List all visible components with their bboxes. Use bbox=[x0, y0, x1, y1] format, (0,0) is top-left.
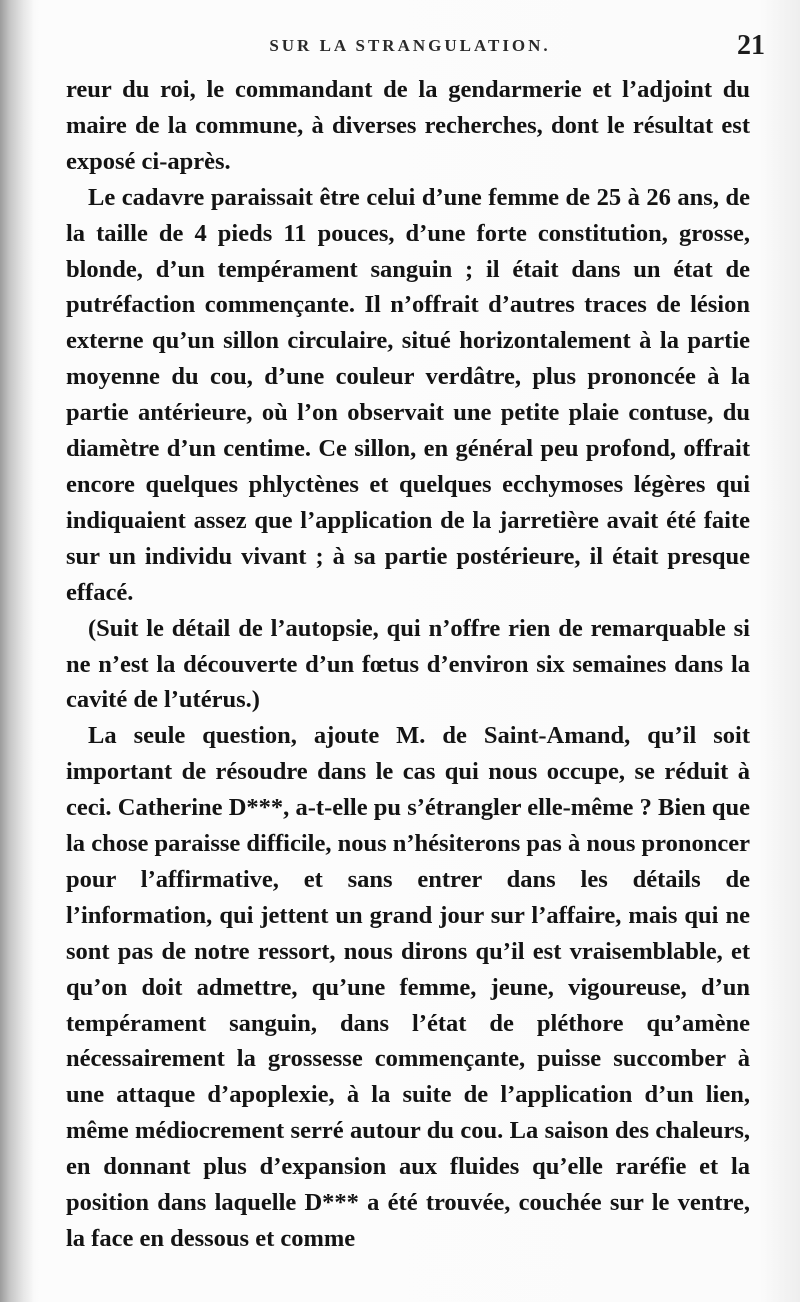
running-title: SUR LA STRANGULATION. bbox=[269, 36, 551, 55]
page-gutter-shadow bbox=[0, 0, 34, 1302]
body-text bbox=[66, 72, 750, 1257]
paragraph-autopsy-note: (Suit le détail de l’autopsie, qui n’offre rien de remarquable si ne n’est la découverte d’un fœtus d’environ six semaines dans la cavité de l’utérus.) bbox=[66, 614, 750, 714]
paragraph-cadaver-description: Le cadavre paraissait être celui d’une femme de 25 à 26 ans, de la taille de 4 pieds 11 pouces, d’une forte constitution, grosse, blonde, d’un tempérament sanguin ; il était dans un état de putréfaction commençante. Il n’offrait d’autres traces de lésion externe qu’un sillon circulaire, situé horizontalement à la partie moyenne du cou, d’une couleur verdâtre, plus prononcée à la partie antérieure, où l’on observait une petite plaie contuse, du diamètre d’un centime. Ce sillon, en général peu profond, offrait encore quelques phlyctènes et quelques ecchymoses légères qui indiquaient assez que l’application de la jarretière avait été faite sur un individu vivant ; à sa partie postérieure, il était presque effacé. bbox=[66, 183, 750, 606]
page-number: 21 bbox=[737, 30, 765, 61]
page-header bbox=[60, 30, 765, 66]
paragraph-question: La seule question, ajoute M. de Saint-Amand, qu’il soit important de résoudre dans le cas qui nous occupe, se réduit à ceci. Catherine D***, a-t-elle pu s’étrangler elle-même ? Bien que la chose paraisse difficile, nous n’hésiterons pas à nous prononcer pour l’affirmative, et sans entrer dans les détails de l’information, qui jettent un grand jour sur l’affaire, mais qui ne sont pas de notre ressort, nous dirons qu’il est vraisemblable, et qu’on doit admettre, qu’une femme, jeune, vigoureuse, d’un tempérament sanguin, dans l’état de pléthore qu’amène nécessairement la grossesse commençante, puisse succomber à une attaque d’apoplexie, à la suite de l’application d’un lien, même médiocrement serré autour du cou. La saison des chaleurs, en donnant plus d’expansion aux fluides qu’elle raréfie et la position dans laquelle D*** a été trouvée, couchée sur le ventre, la face en dessous et comme bbox=[66, 722, 750, 1252]
paragraph-continued: reur du roi, le commandant de la gendarmerie et l’adjoint du maire de la commune, à diverses recherches, dont le résultat est exposé ci-après. bbox=[66, 76, 750, 175]
